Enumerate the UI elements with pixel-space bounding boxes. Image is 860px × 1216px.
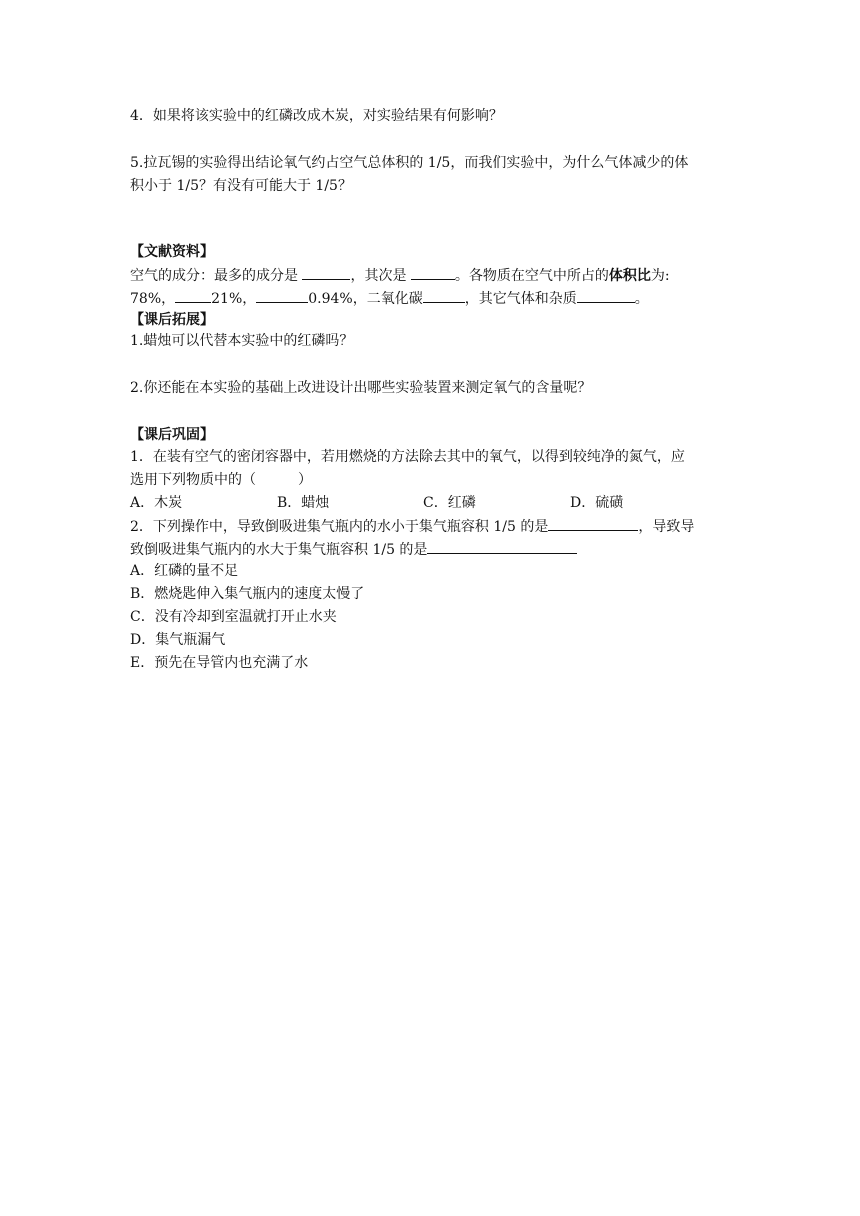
literature-text: 空气的成分：最多的成分是 <box>130 268 303 284</box>
answer-blank <box>423 288 465 303</box>
extension-question-1: 1.蜡烛可以代替本实验中的红磷吗？ <box>130 333 354 349</box>
literature-text: ，其次是 <box>350 268 411 284</box>
choice-d: D．集气瓶漏气 <box>130 632 226 648</box>
choice-b: B．燃烧匙伸入集气瓶内的速度太慢了 <box>130 586 365 602</box>
literature-heading: 【文献资料】 <box>130 244 214 260</box>
literature-line-1 <box>130 265 670 286</box>
consolidation-q1-line-1: 1．在装有空气的密闭容器中，若用燃烧的方法除去其中的氧气，以得到较纯净的氮气，应 <box>130 449 685 465</box>
consolidation-q1-line-2: 选用下列物质中的（ ） <box>130 472 312 488</box>
answer-blank <box>548 516 638 531</box>
choice-c: C．没有冷却到室温就打开止水夹 <box>130 609 337 625</box>
choice-a: A．红磷的量不足 <box>130 563 239 579</box>
question-text: 致倒吸进集气瓶内的水大于集气瓶容积 1/5 的是 <box>130 542 428 558</box>
literature-text: ，其它气体和杂质 <box>464 291 577 307</box>
answer-blank <box>411 265 455 280</box>
answer-blank <box>577 288 635 303</box>
question-5-line-1: 5.拉瓦锡的实验得出结论氧气约占空气总体积的 1/5，而我们实验中，为什么气体减少的体 <box>130 155 689 171</box>
question-4: 4．如果将该实验中的红磷改成木炭，对实验结果有何影响？ <box>130 108 503 124</box>
consolidation-q2-line-2 <box>130 539 577 560</box>
literature-text: 78%， <box>130 291 176 307</box>
literature-text: 。 <box>634 291 649 307</box>
answer-blank <box>175 288 211 303</box>
literature-text: 为: <box>650 268 670 284</box>
literature-text: 。各物质在空气中所占的 <box>454 268 609 284</box>
question-text: 2．下列操作中，导致倒吸进集气瓶内的水小于集气瓶容积 1/5 的是 <box>130 519 549 535</box>
literature-text: 21%， <box>211 291 257 307</box>
question-5-line-2: 积小于 1/5？有没有可能大于 1/5？ <box>130 178 352 194</box>
extension-question-2: 2.你还能在本实验的基础上改进设计出哪些实验装置来测定氧气的含量呢？ <box>130 380 592 396</box>
answer-blank <box>427 539 577 554</box>
literature-line-2 <box>130 288 649 309</box>
consolidation-heading: 【课后巩固】 <box>130 427 214 443</box>
literature-bold-term: 体积比 <box>608 268 651 284</box>
option-d: D．硫磺 <box>570 495 624 511</box>
option-c: C．红磷 <box>423 495 476 511</box>
extension-heading: 【课后拓展】 <box>130 312 214 328</box>
option-b: B．蜡烛 <box>277 495 330 511</box>
answer-blank <box>302 265 350 280</box>
literature-text: 0.94%，二氧化碳 <box>308 291 423 307</box>
answer-blank <box>256 288 308 303</box>
choice-e: E．预先在导管内也充满了水 <box>130 655 309 671</box>
option-a: A．木炭 <box>130 495 183 511</box>
question-text: ，导致导 <box>638 519 695 535</box>
consolidation-q2-line-1 <box>130 516 694 537</box>
